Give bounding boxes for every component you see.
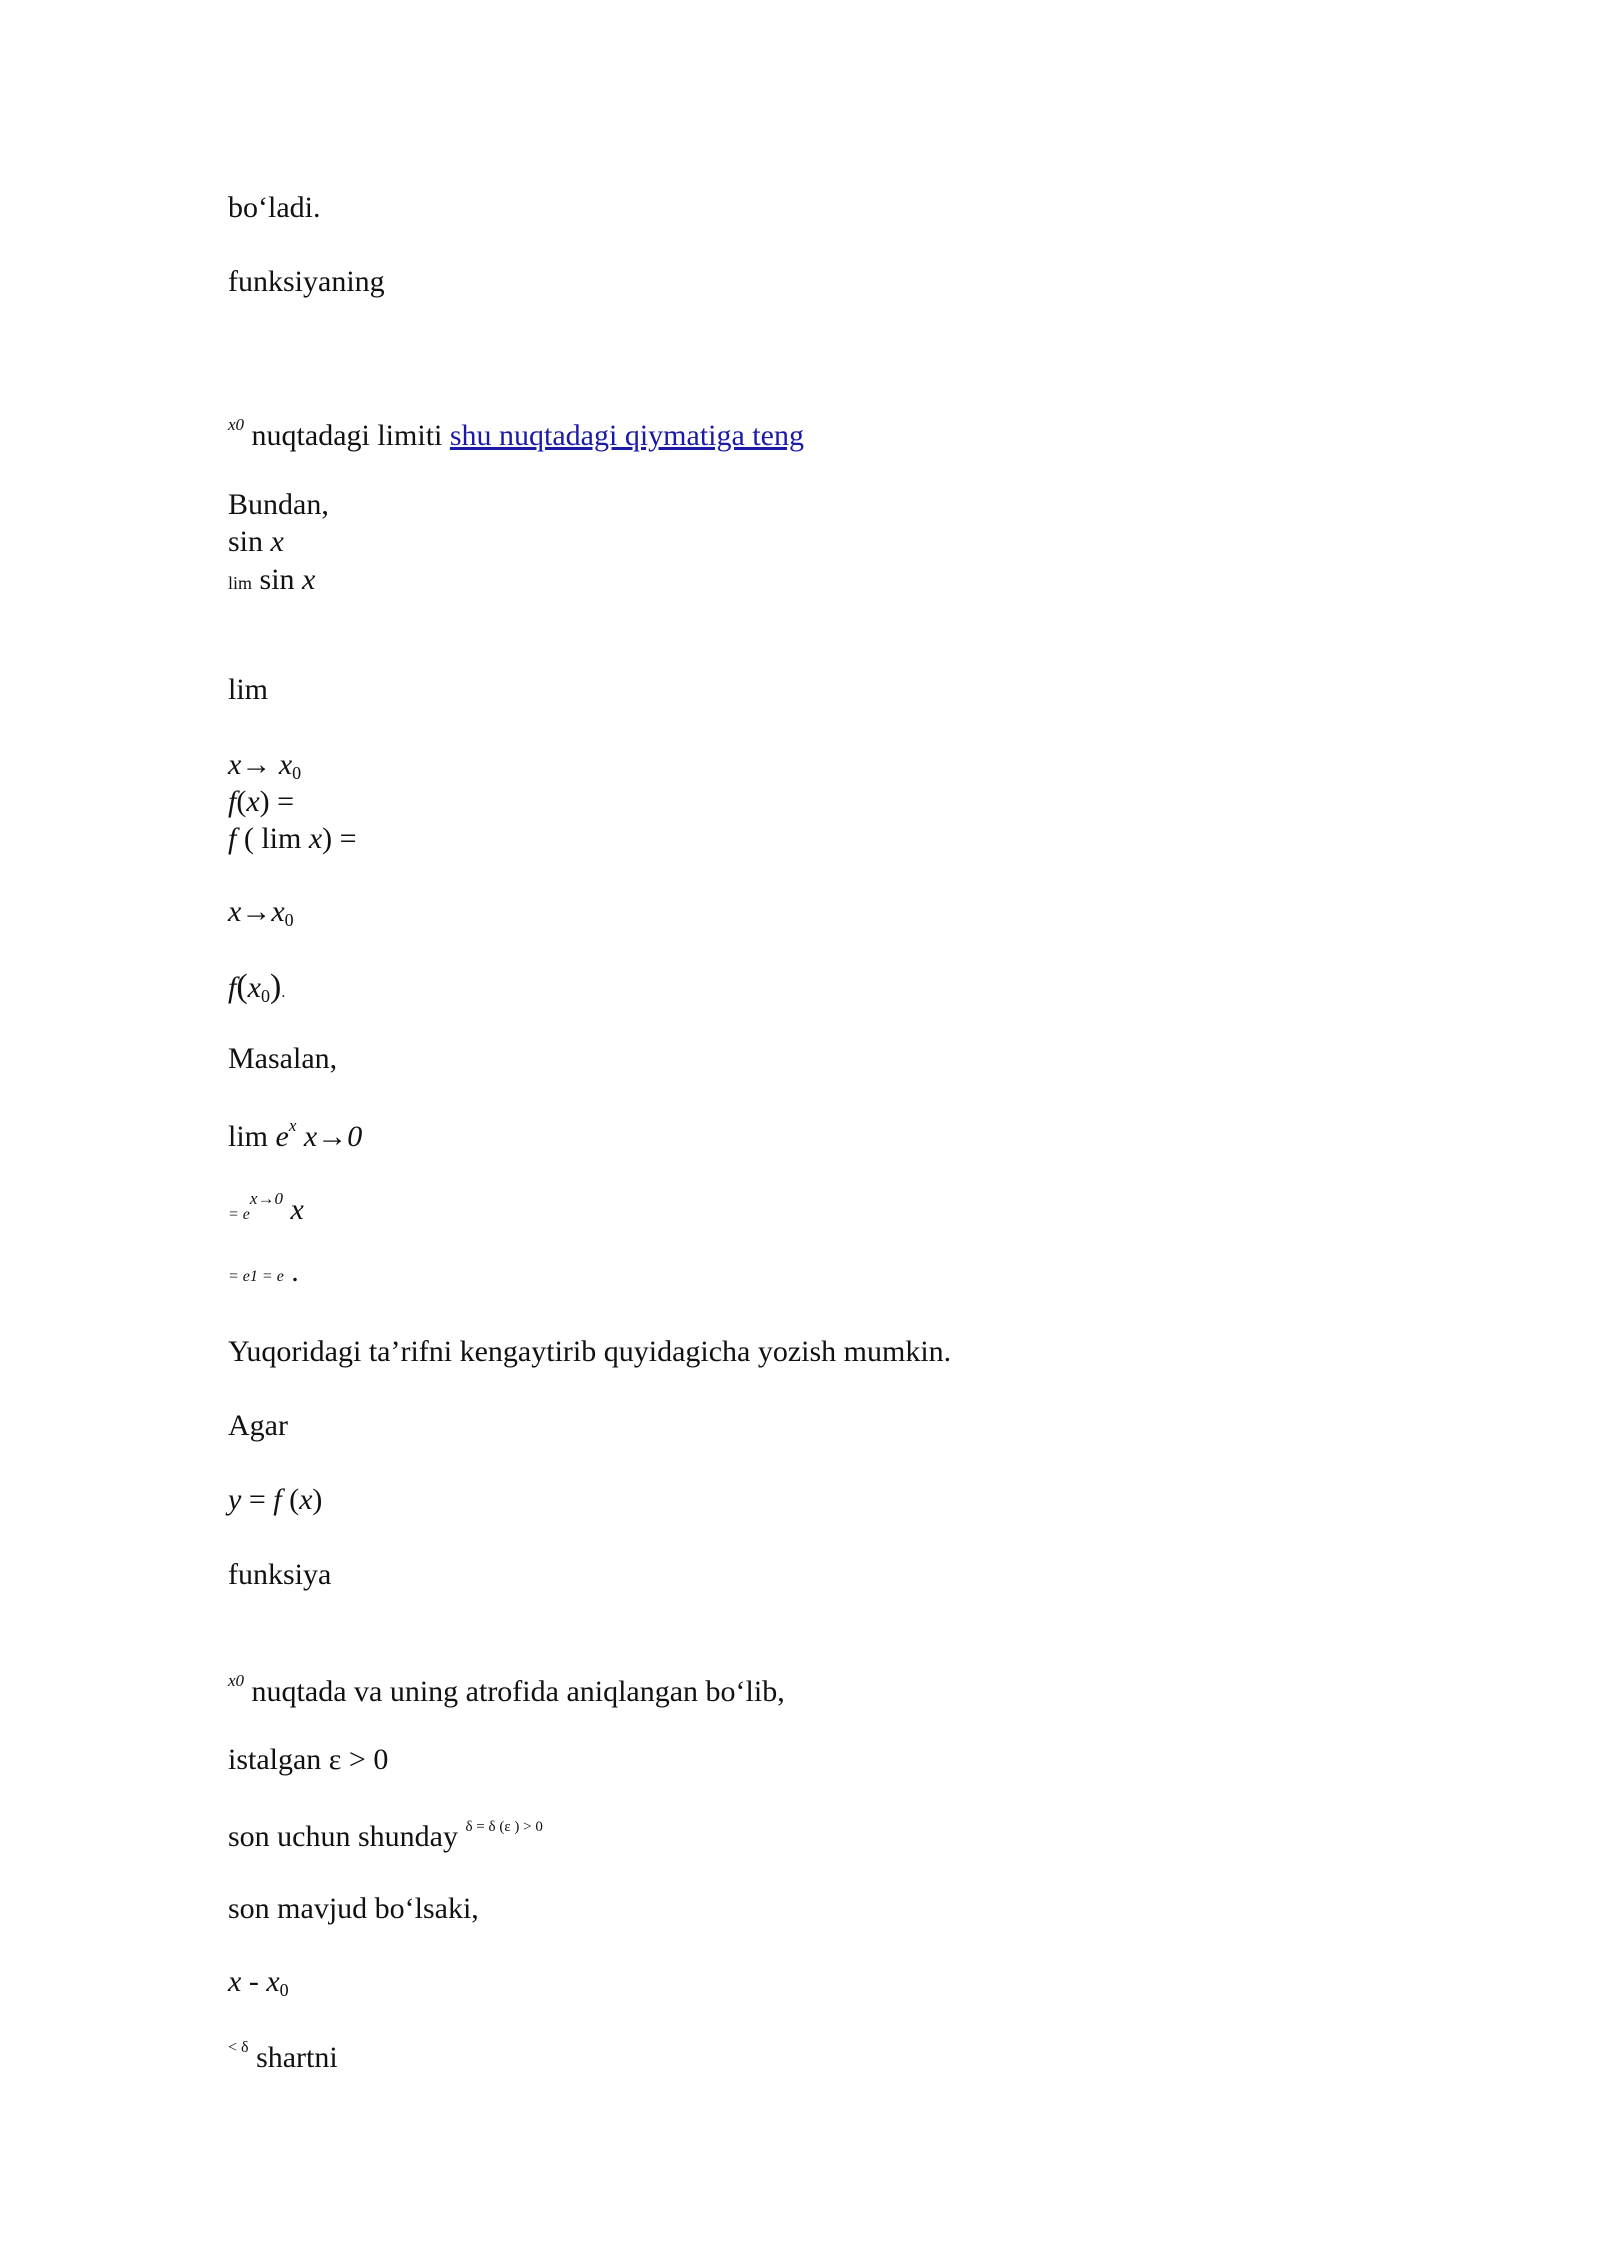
math-text: lim (228, 1120, 269, 1153)
text: son uchun shunday (228, 1820, 458, 1853)
math-func: f (228, 971, 237, 1004)
hyperlink-shu-nuqtadagi[interactable]: shu nuqtadagi qiymatiga teng (449, 419, 804, 452)
math-text: x→0 (303, 1120, 363, 1153)
math-less-delta: < δ (228, 2039, 249, 2056)
text-line-shartni (228, 2040, 338, 2073)
math-var: x (247, 971, 261, 1004)
math-x0-superscript: x0 (228, 1671, 245, 1690)
text-line-yuqoridagi (228, 1337, 951, 1367)
math-var: x (308, 822, 323, 855)
math-line-y-eq-f-x (228, 1485, 322, 1515)
math-var: x (246, 785, 260, 818)
math-subscript: 0 (279, 1980, 289, 2000)
math-line-lim-e-x (228, 1117, 362, 1152)
math-var: x (302, 563, 316, 596)
text: Yuqoridagi ta’rifni kengaytirib quyidagicha yozish mumkin. (228, 1335, 952, 1368)
text: nuqtadagi limiti (251, 419, 443, 452)
text: shartni (256, 2041, 338, 2074)
text-line-limit-definition (228, 416, 804, 451)
text-line-istalgan (228, 1745, 388, 1775)
math-line-x-to-x0 (228, 750, 301, 782)
math-x0-superscript: x0 (228, 415, 245, 434)
text-line-son-mavjud (228, 1894, 479, 1924)
math-text: = e1 = e (228, 1268, 284, 1285)
math-line-lim-sin-x (228, 565, 315, 595)
text: son mavjud bo‘lsaki, (228, 1892, 479, 1925)
text-line-nuqtada (228, 1672, 785, 1707)
math-text: - (248, 1965, 259, 1998)
math-text: ( lim (243, 822, 302, 855)
math-line-eq-e1 (228, 1257, 299, 1287)
math-line-lim (228, 675, 268, 705)
text-line-agar (228, 1411, 288, 1441)
text-line-masalan (228, 1044, 337, 1074)
text: funksiyaning (228, 265, 385, 298)
math-superscript: x→0 (249, 1189, 283, 1208)
math-period: . (291, 1255, 299, 1288)
math-subscript: 0 (292, 763, 302, 783)
math-var: y (228, 1483, 242, 1516)
math-var: x (299, 1483, 313, 1516)
math-line-f-x (228, 787, 294, 817)
math-text: ) = (259, 785, 295, 818)
math-superscript: x (288, 1116, 297, 1135)
math-text: x→ (228, 748, 272, 781)
text: Agar (228, 1409, 288, 1442)
math-var: x (266, 1965, 280, 1998)
math-var: e (275, 1120, 289, 1153)
math-text: ( (236, 785, 247, 818)
math-line-x-to-x0-2 (228, 897, 294, 929)
text: istalgan ε > 0 (228, 1743, 389, 1776)
math-text: = e (228, 1206, 250, 1223)
math-text: x→x (228, 895, 285, 928)
text: Bundan, (228, 488, 329, 521)
math-text: ) (312, 1483, 323, 1516)
math-period: . (281, 984, 286, 1001)
text: nuqtada va uning atrofida aniqlangan bo‘lib, (251, 1675, 785, 1708)
text-line-funksiya (228, 1560, 331, 1590)
math-lim-small: lim (228, 573, 253, 593)
math-func: f (228, 822, 237, 855)
math-paren: ) (270, 968, 282, 1005)
text-line-boladi (228, 193, 320, 223)
math-var: x (270, 525, 284, 558)
text: Masalan, (228, 1042, 338, 1075)
math-delta-expression: δ = δ (ε ) > 0 (465, 1819, 543, 1835)
math-text: ) = (322, 822, 357, 855)
math-paren: ( (236, 968, 248, 1005)
math-line-x-minus-x0 (228, 1967, 289, 1999)
math-text: sin (259, 563, 295, 596)
math-func: f (228, 785, 237, 818)
text-line-funksiyaning (228, 267, 385, 297)
text-line-bundan (228, 490, 329, 520)
math-text: = (248, 1483, 266, 1516)
math-subscript: 0 (284, 910, 294, 930)
text-line-son-uchun (228, 1820, 543, 1852)
math-line-eq-e (228, 1190, 304, 1225)
math-var: x (278, 748, 293, 781)
math-text: sin (228, 525, 264, 558)
text: funksiya (228, 1558, 332, 1591)
text: bo‘ladi. (228, 191, 321, 224)
math-text: lim (228, 673, 269, 706)
math-var: x (228, 1965, 242, 1998)
math-var: x (290, 1193, 304, 1226)
math-line-sin-x (228, 527, 284, 557)
math-line-f-x0 (228, 970, 285, 1005)
math-text: ( (289, 1483, 300, 1516)
math-line-f-lim-x (228, 824, 357, 854)
math-func: f (273, 1483, 282, 1516)
math-subscript: 0 (261, 986, 270, 1006)
